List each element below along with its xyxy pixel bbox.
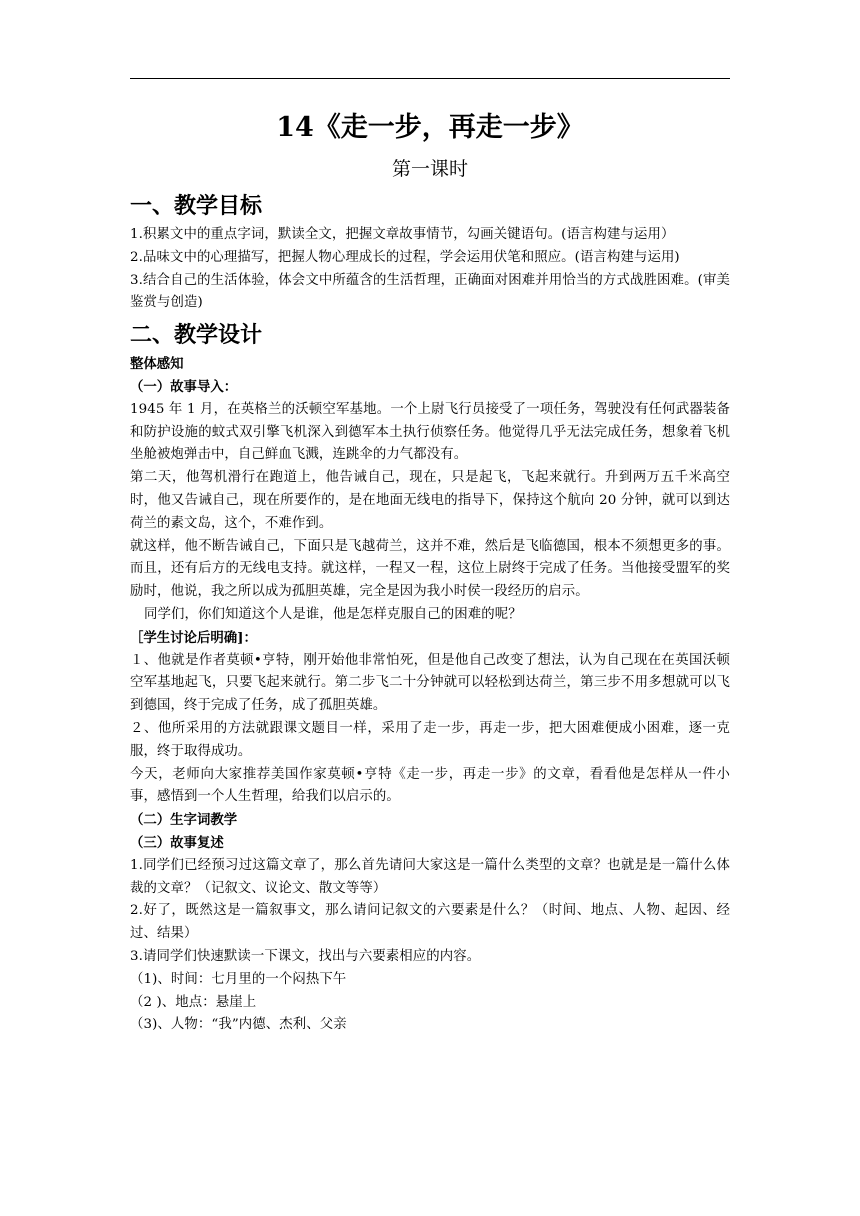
subheading-overall: 整体感知 [130, 356, 184, 373]
subheading-retell: （三）故事复述 [130, 834, 224, 851]
section-heading-objectives: 一、教学目标 [130, 193, 263, 219]
teacher-question: 同学们，你们知道这个人是谁，他是怎样克服自己的困难的呢？ [144, 606, 522, 622]
discussion-item: ２、他所采用的方法就跟课文题目一样，采用了走一步，再走一步，把大困难便成小困难，逐一克服，终于取得成功。 [130, 720, 730, 759]
header-rule [130, 78, 730, 79]
retell-item: 2.好了，既然这是一篇叙事文，那么请问记叙文的六要素是什么？（时间、地点、人物、起因、经过、结果） [130, 903, 730, 942]
objective-item: 3.结合自己的生活体验，体会文中所蕴含的生活哲理，正确面对困难并用恰当的方式战胜困难。(审美鉴赏与创造) [130, 272, 730, 311]
retell-item: （2 )、地点：悬崖上 [130, 994, 257, 1010]
retell-item: 1.同学们已经预习过这篇文章了，那么首先请问大家这是一篇什么类型的文章？也就是是一篇什么体裁的文章？（记叙文、议论文、散文等等） [130, 857, 730, 896]
story-paragraph: 就这样，他不断告诫自己，下面只是飞越荷兰，这并不难，然后是飞临德国，根本不须想更多的事。而且，还有后方的无线电支持。就这样，一程又一程，这位上尉终于完成了任务。当他接受盟军的奖励时，他说，我之所以成为孤胆英雄，完全是因为我小时侯一段经历的启示。 [130, 538, 730, 600]
retell-item: 3.请同学们快速默读一下课文，找出与六要素相应的内容。 [130, 948, 481, 964]
discussion-item: 今天，老师向大家推荐美国作家莫顿•亨特《走一步，再走一步》的文章，看看他是怎样从一件小事，感悟到一个人生哲理，给我们以启示的。 [130, 766, 730, 805]
lesson-subtitle: 第一课时 [391, 158, 468, 180]
retell-item: （3)、人物：“我”内德、杰利、父亲 [130, 1017, 347, 1033]
subheading-story-intro: （一）故事导入： [130, 378, 238, 395]
discussion-item: １、他就是作者莫顿•亨特，刚开始他非常怕死，但是他自己改变了想法，认为自己现在在英国沃顿空军基地起飞，只要飞起来就行。第二步飞二十分钟就可以轻松到达荷兰，第三步不用多想就可以飞到德国，终于完成了任务，成了孤胆英雄。 [130, 652, 730, 714]
objective-item: 1.积累文中的重点字词，默读全文，把握文章故事情节，勾画关键语句。(语言构建与运用） [130, 227, 675, 242]
subheading-discussion: ［学生讨论后明确]： [130, 629, 257, 646]
section-heading-design: 二、教学设计 [130, 322, 263, 349]
retell-item: （1)、时间：七月里的一个闷热下午 [130, 971, 347, 987]
story-paragraph: 第二天，他驾机滑行在跑道上，他告诫自己，现在，只是起飞，飞起来就行。升到两万五千米高空时，他又告诫自己，现在所要作的，是在地面无线电的指导下，保持这个航向 20 分钟，就可以到达荷兰的素文岛，这个，不难作到。 [130, 470, 730, 531]
story-paragraph: 1945 年 1 月，在英格兰的沃顿空军基地。一个上尉飞行员接受了一项任务，驾驶没有任何武器装备和防护设施的蚊式双引擎飞机深入到德军本土执行侦察任务。他觉得几乎无法完成任务，想象着飞机坐舱被炮弹击中，自己鲜血飞溅，连跳伞的力气都没有。 [130, 401, 730, 463]
objective-item: 2.品味文中的心理描写，把握人物心理成长的过程，学会运用伏笔和照应。(语言构建与运用) [130, 249, 680, 265]
subheading-vocabulary: （二）生字词教学 [130, 812, 238, 829]
document-title: 14《走一步，再走一步》 [276, 112, 584, 143]
document-body [130, 104, 730, 1037]
